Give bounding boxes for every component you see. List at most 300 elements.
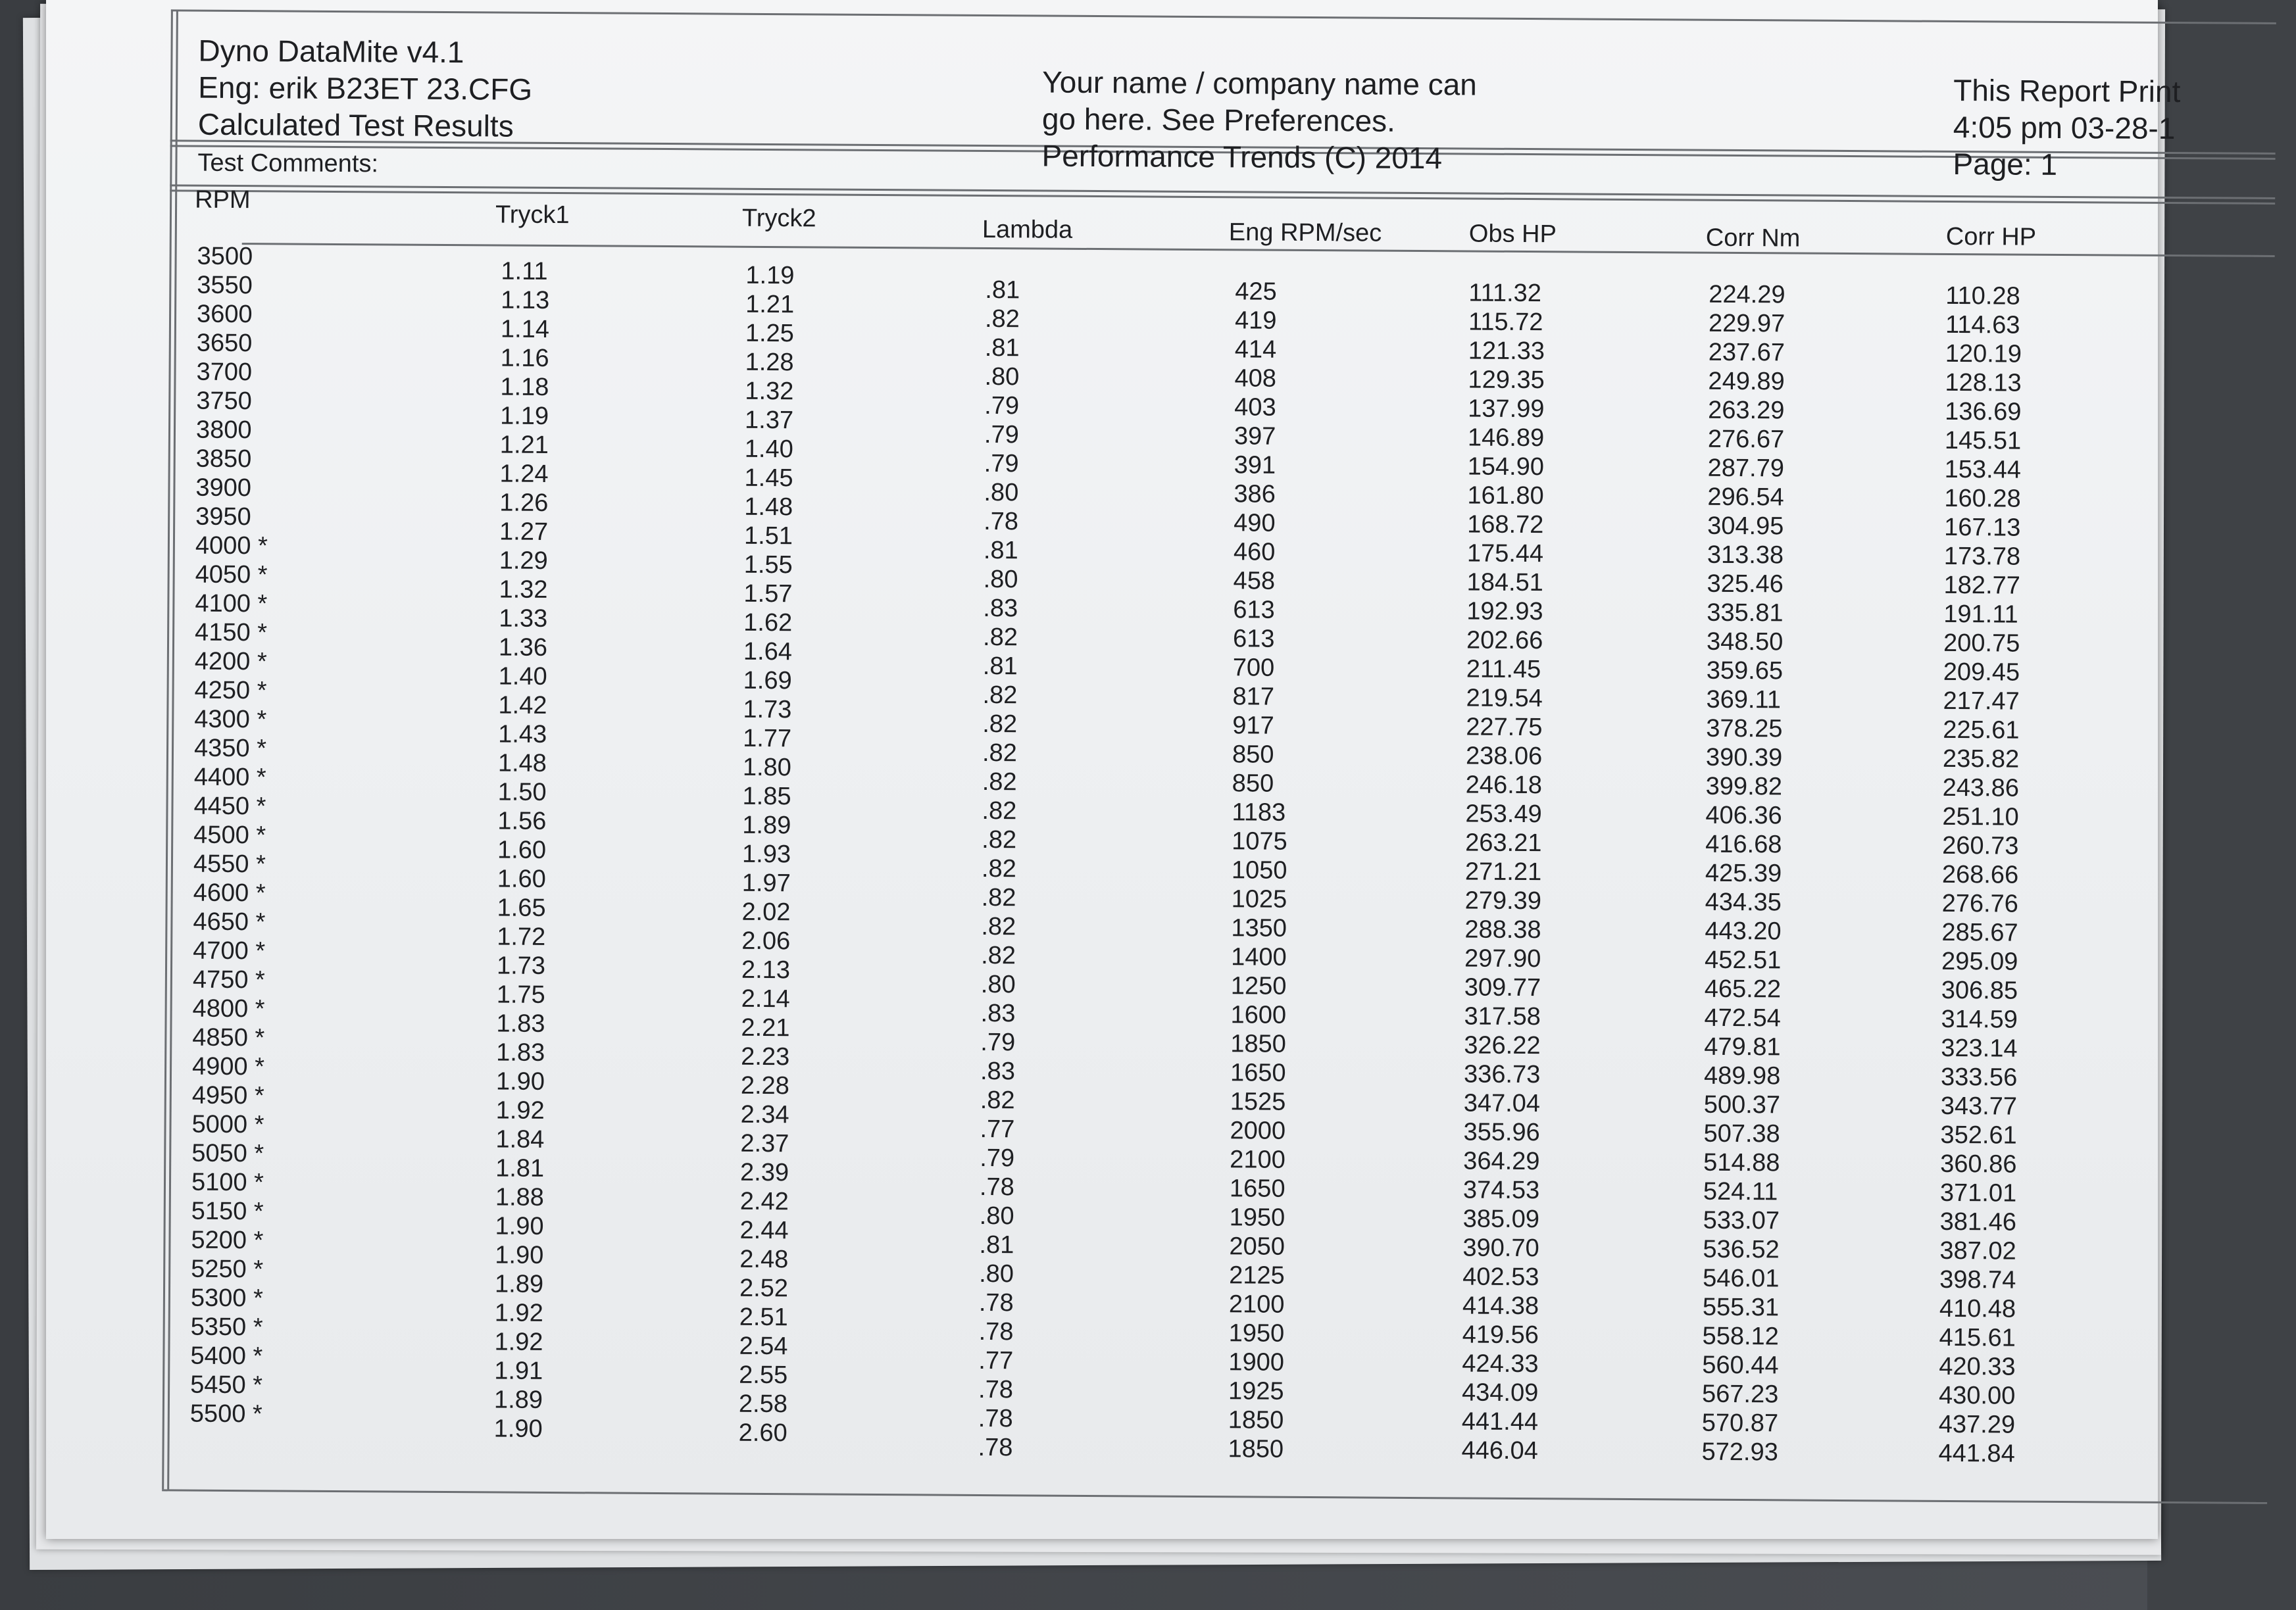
cell-corr-nm: 546.01 <box>1703 1264 1780 1293</box>
cell-corr-hp: 182.77 <box>1943 571 2020 600</box>
cell-corr-hp: 173.78 <box>1943 542 2021 571</box>
app-title: Dyno DataMite v4.1 <box>198 33 464 70</box>
cell-corr-hp: 276.76 <box>1941 889 2019 918</box>
cell-corr-nm: 434.35 <box>1705 888 1782 917</box>
cell-tryck2: 1.25 <box>745 319 795 348</box>
cell-tryck2: 2.37 <box>740 1129 789 1158</box>
cell-lambda: .79 <box>984 449 1019 478</box>
cell-lambda: .78 <box>978 1288 1014 1317</box>
cell-tryck2: 1.97 <box>741 869 791 898</box>
cell-lambda: .81 <box>983 536 1018 565</box>
cell-eng-rpm-per-sec: 414 <box>1234 335 1277 364</box>
cell-eng-rpm-per-sec: 613 <box>1233 596 1275 624</box>
cell-corr-nm: 465.22 <box>1704 975 1782 1004</box>
cell-tryck1: 1.21 <box>499 431 549 459</box>
cell-corr-hp: 128.13 <box>1945 368 2022 397</box>
cell-lambda: .81 <box>979 1231 1014 1259</box>
cell-corr-nm: 313.38 <box>1707 541 1784 570</box>
cell-obs-hp: 211.45 <box>1466 655 1541 684</box>
report-type: Calculated Test Results <box>197 107 514 143</box>
cell-obs-hp: 402.53 <box>1462 1263 1539 1292</box>
test-comments-label: Test Comments: <box>197 149 379 178</box>
cell-obs-hp: 115.72 <box>1468 308 1543 337</box>
cell-corr-hp: 371.01 <box>1939 1179 2017 1208</box>
cell-tryck1: 1.75 <box>496 981 545 1009</box>
cell-lambda: .80 <box>984 478 1019 507</box>
cell-tryck2: 2.23 <box>741 1042 790 1071</box>
cell-tryck2: 2.44 <box>739 1216 789 1245</box>
cell-obs-hp: 347.04 <box>1463 1089 1541 1118</box>
cell-eng-rpm-per-sec: 850 <box>1232 769 1274 798</box>
cell-obs-hp: 175.44 <box>1466 539 1544 568</box>
cell-lambda: .79 <box>980 1144 1015 1173</box>
cell-corr-nm: 560.44 <box>1702 1351 1779 1380</box>
cell-obs-hp: 374.53 <box>1462 1176 1540 1205</box>
cell-tryck2: 2.48 <box>739 1245 789 1274</box>
cell-tryck1: 1.88 <box>495 1183 544 1211</box>
cell-obs-hp: 227.75 <box>1466 713 1543 742</box>
cell-tryck2: 2.55 <box>739 1361 788 1390</box>
cell-corr-nm: 369.11 <box>1706 685 1782 714</box>
cell-tryck1: 1.33 <box>499 604 548 633</box>
cell-tryck2: 1.45 <box>744 464 793 493</box>
cell-eng-rpm-per-sec: 2000 <box>1230 1117 1286 1145</box>
cell-corr-hp: 167.13 <box>1944 513 2021 542</box>
cell-obs-hp: 219.54 <box>1466 684 1543 713</box>
cell-tryck1: 1.32 <box>499 575 548 604</box>
column-header-rpm: RPM <box>195 185 251 214</box>
cell-rpm: 5250 * <box>191 1255 264 1284</box>
cell-eng-rpm-per-sec: 917 <box>1232 712 1274 740</box>
cell-corr-hp: 360.86 <box>1940 1150 2017 1179</box>
cell-tryck2: 2.52 <box>739 1274 789 1303</box>
cell-tryck2: 1.85 <box>742 782 791 811</box>
dyno-report <box>116 0 2296 1526</box>
cell-obs-hp: 121.33 <box>1468 337 1545 366</box>
cell-lambda: .78 <box>979 1173 1014 1202</box>
cell-corr-hp: 114.63 <box>1945 310 2020 339</box>
cell-tryck2: 2.13 <box>741 956 791 985</box>
cell-rpm: 3600 <box>196 300 253 329</box>
cell-obs-hp: 297.90 <box>1464 944 1541 973</box>
cell-corr-nm: 378.25 <box>1706 714 1783 743</box>
cell-rpm: 3900 <box>195 474 252 502</box>
cell-tryck1: 1.92 <box>494 1328 543 1356</box>
cell-tryck2: 1.73 <box>743 695 792 724</box>
cell-obs-hp: 288.38 <box>1464 915 1541 944</box>
cell-tryck1: 1.90 <box>495 1067 545 1096</box>
cell-tryck1: 1.42 <box>498 691 547 720</box>
cell-tryck2: 1.40 <box>744 435 793 464</box>
print-label: This Report Print <box>1953 72 2181 109</box>
cell-corr-nm: 296.54 <box>1707 483 1784 512</box>
cell-rpm: 4300 * <box>194 705 267 734</box>
cell-lambda: .77 <box>980 1115 1015 1144</box>
cell-obs-hp: 390.70 <box>1462 1234 1539 1263</box>
cell-obs-hp: 355.96 <box>1463 1118 1540 1147</box>
cell-eng-rpm-per-sec: 1400 <box>1231 943 1287 971</box>
cell-tryck2: 2.54 <box>739 1332 788 1361</box>
column-header-corr-hp: Corr HP <box>1945 222 2037 251</box>
printed-report-sheet <box>46 0 2181 1539</box>
cell-eng-rpm-per-sec: 1025 <box>1231 885 1287 914</box>
cell-corr-nm: 229.97 <box>1708 309 1785 338</box>
cell-rpm: 4250 * <box>194 676 267 705</box>
cell-tryck1: 1.90 <box>493 1415 543 1443</box>
cell-lambda: .80 <box>979 1202 1014 1231</box>
cell-obs-hp: 317.58 <box>1464 1002 1541 1031</box>
cell-tryck2: 2.51 <box>739 1303 788 1332</box>
cell-lambda: .82 <box>982 739 1017 768</box>
cell-rpm: 4450 * <box>193 792 266 821</box>
cell-eng-rpm-per-sec: 1600 <box>1230 1001 1287 1029</box>
cell-eng-rpm-per-sec: 460 <box>1233 538 1276 566</box>
cell-corr-nm: 452.51 <box>1704 946 1782 975</box>
cell-tryck2: 1.77 <box>743 724 792 753</box>
cell-eng-rpm-per-sec: 1950 <box>1229 1204 1285 1232</box>
cell-rpm: 5500 * <box>189 1400 262 1428</box>
cell-rpm: 4050 * <box>195 560 268 589</box>
print-timestamp: 4:05 pm 03-28-1 <box>1953 109 2176 146</box>
cell-tryck2: 2.21 <box>741 1013 790 1042</box>
cell-tryck1: 1.40 <box>498 662 547 691</box>
cell-corr-hp: 217.47 <box>1943 687 2020 716</box>
cell-lambda: .78 <box>978 1433 1013 1462</box>
cell-corr-hp: 314.59 <box>1941 1005 2018 1034</box>
cell-rpm: 4400 * <box>193 763 266 792</box>
cell-tryck2: 1.69 <box>743 666 792 695</box>
cell-lambda: .79 <box>984 391 1020 420</box>
cell-tryck2: 2.58 <box>738 1390 788 1419</box>
cell-tryck2: 1.89 <box>742 811 791 840</box>
cell-eng-rpm-per-sec: 2050 <box>1229 1232 1285 1261</box>
cell-corr-nm: 572.93 <box>1701 1438 1778 1467</box>
cell-eng-rpm-per-sec: 1075 <box>1232 827 1287 856</box>
cell-rpm: 4850 * <box>192 1023 265 1052</box>
cell-tryck1: 1.14 <box>500 315 550 343</box>
cell-rpm: 3700 <box>196 358 253 387</box>
cell-eng-rpm-per-sec: 391 <box>1234 451 1276 479</box>
cell-lambda: .78 <box>978 1375 1014 1404</box>
cell-tryck1: 1.89 <box>493 1386 543 1414</box>
cell-rpm: 4500 * <box>193 821 266 850</box>
cell-corr-hp: 160.28 <box>1944 484 2021 513</box>
cell-tryck2: 2.28 <box>740 1071 790 1100</box>
cell-tryck1: 1.26 <box>499 489 549 517</box>
cell-tryck1: 1.24 <box>499 460 549 488</box>
cell-rpm: 4350 * <box>193 734 267 763</box>
cell-tryck2: 2.60 <box>738 1419 787 1448</box>
cell-lambda: .82 <box>981 883 1016 912</box>
cell-lambda: .80 <box>984 362 1020 391</box>
column-header-lambda: Lambda <box>982 215 1073 244</box>
cell-corr-nm: 335.81 <box>1707 598 1784 627</box>
cell-rpm: 3950 <box>195 502 251 531</box>
cell-obs-hp: 154.90 <box>1467 452 1545 481</box>
cell-rpm: 5450 * <box>190 1371 263 1400</box>
cell-obs-hp: 184.51 <box>1466 568 1543 597</box>
cell-tryck2: 2.34 <box>740 1100 789 1129</box>
cell-obs-hp: 434.09 <box>1461 1378 1539 1407</box>
cell-lambda: .82 <box>982 623 1018 652</box>
cell-lambda: .81 <box>984 333 1020 362</box>
cell-lambda: .78 <box>978 1404 1013 1433</box>
cell-obs-hp: 137.99 <box>1468 395 1545 424</box>
cell-corr-hp: 437.29 <box>1938 1410 2016 1439</box>
cell-eng-rpm-per-sec: 1925 <box>1228 1377 1284 1405</box>
cell-corr-hp: 225.61 <box>1943 716 2020 744</box>
cell-corr-hp: 145.51 <box>1944 426 2022 455</box>
cell-tryck2: 1.80 <box>742 753 791 782</box>
cell-tryck1: 1.36 <box>498 633 548 662</box>
cell-obs-hp: 246.18 <box>1465 771 1543 800</box>
cell-tryck2: 1.93 <box>741 840 791 869</box>
cell-eng-rpm-per-sec: 425 <box>1235 278 1277 306</box>
cell-obs-hp: 441.44 <box>1461 1407 1539 1436</box>
cell-eng-rpm-per-sec: 2100 <box>1228 1290 1285 1319</box>
column-header-tryck2: Tryck2 <box>741 204 816 233</box>
cell-rpm: 3500 <box>197 242 253 271</box>
report-title-block <box>198 32 533 145</box>
cell-obs-hp: 111.32 <box>1468 279 1542 308</box>
cell-corr-nm: 507.38 <box>1703 1119 1780 1148</box>
cell-corr-hp: 420.33 <box>1939 1352 2016 1381</box>
cell-corr-hp: 209.45 <box>1943 658 2020 687</box>
cell-lambda: .82 <box>980 1086 1015 1115</box>
column-header-obs-hp: Obs HP <box>1468 220 1557 249</box>
cell-tryck2: 1.32 <box>745 377 794 406</box>
cell-eng-rpm-per-sec: 397 <box>1234 422 1276 451</box>
cell-lambda: .82 <box>981 854 1016 883</box>
cell-corr-nm: 249.89 <box>1708 367 1785 396</box>
company-line: Your name / company name can <box>1042 64 1477 102</box>
cell-tryck2: 2.39 <box>739 1158 789 1187</box>
cell-tryck1: 1.83 <box>496 1010 545 1038</box>
cell-lambda: .82 <box>981 912 1016 941</box>
cell-rpm: 5150 * <box>191 1197 264 1226</box>
cell-eng-rpm-per-sec: 1950 <box>1228 1319 1285 1348</box>
cell-tryck1: 1.48 <box>497 749 547 777</box>
cell-lambda: .80 <box>980 970 1016 999</box>
cell-lambda: .77 <box>978 1346 1014 1375</box>
company-line: go here. See Preferences. <box>1041 101 1396 138</box>
cell-lambda: .81 <box>982 652 1018 681</box>
cell-tryck1: 1.73 <box>496 952 546 980</box>
cell-tryck1: 1.18 <box>500 373 549 401</box>
cell-corr-nm: 416.68 <box>1705 830 1782 859</box>
cell-corr-hp: 333.56 <box>1940 1063 2018 1092</box>
cell-obs-hp: 253.49 <box>1465 800 1542 829</box>
cell-lambda: .83 <box>980 1057 1016 1086</box>
cell-rpm: 4800 * <box>192 994 265 1023</box>
cell-lambda: .82 <box>982 796 1017 825</box>
cell-tryck2: 2.02 <box>741 898 791 927</box>
cell-obs-hp: 146.89 <box>1467 424 1545 452</box>
cell-obs-hp: 424.33 <box>1462 1350 1539 1378</box>
cell-lambda: .80 <box>979 1259 1014 1288</box>
cell-lambda: .82 <box>982 710 1018 739</box>
cell-rpm: 5350 * <box>190 1313 263 1342</box>
cell-rpm: 4000 * <box>195 531 268 560</box>
cell-lambda: .78 <box>984 507 1019 536</box>
cell-obs-hp: 202.66 <box>1466 626 1543 655</box>
cell-tryck1: 1.50 <box>497 778 547 806</box>
cell-eng-rpm-per-sec: 2100 <box>1230 1146 1285 1174</box>
column-header-eng-rpm-per-sec: Eng RPM/sec <box>1228 218 1382 247</box>
cell-rpm: 4950 * <box>191 1081 264 1110</box>
cell-tryck2: 2.42 <box>739 1187 789 1216</box>
cell-tryck1: 1.90 <box>495 1212 544 1240</box>
cell-corr-nm: 325.46 <box>1707 570 1784 598</box>
cell-lambda: .81 <box>985 276 1020 305</box>
cell-corr-hp: 235.82 <box>1942 744 2020 773</box>
frame-bottom-line <box>162 1489 2267 1504</box>
cell-eng-rpm-per-sec: 1525 <box>1230 1088 1286 1116</box>
cell-corr-nm: 359.65 <box>1706 656 1784 685</box>
cell-rpm: 3750 <box>196 387 252 416</box>
cell-lambda: .82 <box>982 681 1018 710</box>
cell-corr-nm: 390.39 <box>1705 743 1783 772</box>
cell-corr-nm: 524.11 <box>1703 1177 1778 1206</box>
cell-tryck2: 1.48 <box>744 493 793 522</box>
column-header-tryck1: Tryck1 <box>495 201 570 230</box>
page-number: Page: 1 <box>1953 146 2058 182</box>
cell-corr-hp: 285.67 <box>1941 918 2018 947</box>
cell-rpm: 5100 * <box>191 1168 264 1197</box>
cell-obs-hp: 129.35 <box>1468 366 1545 395</box>
cell-eng-rpm-per-sec: 1900 <box>1228 1348 1285 1377</box>
cell-eng-rpm-per-sec: 1250 <box>1230 972 1287 1000</box>
cell-corr-hp: 410.48 <box>1939 1294 2016 1323</box>
cell-tryck1: 1.84 <box>495 1125 545 1154</box>
cell-corr-hp: 441.84 <box>1938 1439 2015 1468</box>
cell-corr-hp: 295.09 <box>1941 947 2018 976</box>
cell-tryck1: 1.81 <box>495 1154 545 1183</box>
cell-corr-nm: 224.29 <box>1709 280 1785 309</box>
cell-rpm: 5300 * <box>190 1284 263 1313</box>
cell-rpm: 3650 <box>196 329 253 358</box>
cell-tryck1: 1.72 <box>497 923 546 951</box>
cell-corr-hp: 136.69 <box>1945 397 2022 426</box>
cell-rpm: 3850 <box>195 445 252 474</box>
cell-eng-rpm-per-sec: 490 <box>1234 509 1276 537</box>
cell-corr-nm: 406.36 <box>1705 801 1782 830</box>
cell-corr-hp: 260.73 <box>1942 831 2019 860</box>
cell-lambda: .78 <box>978 1317 1014 1346</box>
cell-corr-hp: 323.14 <box>1941 1034 2018 1063</box>
cell-corr-hp: 243.86 <box>1942 773 2020 802</box>
cell-eng-rpm-per-sec: 1050 <box>1231 856 1287 885</box>
engine-config: Eng: erik B23ET 23.CFG <box>198 70 533 107</box>
cell-tryck2: 1.19 <box>745 261 795 290</box>
cell-obs-hp: 385.09 <box>1462 1205 1540 1234</box>
cell-rpm: 5050 * <box>191 1139 264 1168</box>
column-header-corr-nm: Corr Nm <box>1705 224 1801 253</box>
cell-eng-rpm-per-sec: 1350 <box>1231 914 1287 942</box>
cell-tryck1: 1.83 <box>496 1038 545 1067</box>
cell-tryck1: 1.92 <box>495 1096 545 1125</box>
cell-rpm: 5200 * <box>191 1226 264 1255</box>
cell-eng-rpm-per-sec: 408 <box>1234 364 1277 393</box>
cell-eng-rpm-per-sec: 403 <box>1234 393 1276 422</box>
cell-lambda: .82 <box>981 941 1016 970</box>
cell-tryck1: 1.19 <box>500 402 549 430</box>
cell-obs-hp: 271.21 <box>1464 858 1542 887</box>
cell-corr-hp: 430.00 <box>1938 1381 2016 1410</box>
cell-corr-hp: 200.75 <box>1943 629 2020 658</box>
cell-eng-rpm-per-sec: 1650 <box>1230 1059 1286 1087</box>
cell-corr-nm: 425.39 <box>1705 859 1782 888</box>
cell-rpm: 4700 * <box>193 937 266 965</box>
cell-corr-hp: 387.02 <box>1939 1236 2016 1265</box>
cell-tryck2: 1.21 <box>745 290 795 319</box>
cell-corr-nm: 287.79 <box>1707 454 1785 483</box>
cell-corr-hp: 110.28 <box>1945 281 2020 310</box>
cell-obs-hp: 238.06 <box>1465 742 1543 771</box>
cell-obs-hp: 168.72 <box>1467 510 1544 539</box>
cell-eng-rpm-per-sec: 1850 <box>1230 1030 1287 1058</box>
cell-obs-hp: 414.38 <box>1462 1292 1539 1321</box>
cell-tryck2: 1.51 <box>743 522 793 550</box>
cell-eng-rpm-per-sec: 700 <box>1232 654 1275 682</box>
cell-lambda: .79 <box>980 1028 1016 1057</box>
cell-obs-hp: 419.56 <box>1462 1321 1539 1350</box>
cell-corr-nm: 533.07 <box>1703 1206 1780 1235</box>
cell-tryck1: 1.60 <box>497 865 546 893</box>
cell-corr-hp: 306.85 <box>1941 976 2018 1005</box>
cell-tryck1: 1.60 <box>497 836 547 864</box>
cell-rpm: 5000 * <box>191 1110 264 1139</box>
cell-tryck2: 1.62 <box>743 608 793 637</box>
cell-tryck2: 1.37 <box>744 406 794 435</box>
cell-eng-rpm-per-sec: 419 <box>1234 306 1277 335</box>
cell-corr-hp: 191.11 <box>1943 600 2018 629</box>
cell-corr-nm: 399.82 <box>1705 772 1783 801</box>
cell-corr-nm: 263.29 <box>1708 396 1785 425</box>
cell-tryck1: 1.90 <box>495 1241 544 1269</box>
cell-corr-nm: 570.87 <box>1701 1409 1779 1438</box>
cell-obs-hp: 336.73 <box>1463 1060 1541 1089</box>
cell-rpm: 4100 * <box>195 589 268 618</box>
cell-tryck1: 1.16 <box>500 344 549 372</box>
cell-tryck1: 1.11 <box>501 257 548 285</box>
cell-rpm: 4550 * <box>193 850 266 879</box>
cell-eng-rpm-per-sec: 386 <box>1234 480 1276 508</box>
cell-corr-hp: 120.19 <box>1945 339 2022 368</box>
cell-eng-rpm-per-sec: 613 <box>1232 625 1275 653</box>
cell-corr-hp: 415.61 <box>1939 1323 2016 1352</box>
cell-rpm: 4150 * <box>194 618 268 647</box>
cell-tryck1: 1.27 <box>499 518 549 546</box>
cell-tryck2: 1.55 <box>743 550 793 579</box>
cell-eng-rpm-per-sec: 1850 <box>1228 1406 1284 1434</box>
cell-obs-hp: 263.21 <box>1465 829 1542 858</box>
cell-rpm: 3550 <box>197 271 253 300</box>
cell-obs-hp: 364.29 <box>1463 1147 1540 1176</box>
cell-eng-rpm-per-sec: 850 <box>1232 741 1274 769</box>
cell-eng-rpm-per-sec: 1650 <box>1229 1175 1285 1203</box>
frame-top-line <box>171 9 2276 24</box>
cell-corr-hp: 398.74 <box>1939 1265 2016 1294</box>
cell-lambda: .83 <box>980 999 1016 1028</box>
cell-tryck1: 1.92 <box>494 1299 543 1327</box>
cell-lambda: .80 <box>983 565 1018 594</box>
cell-eng-rpm-per-sec: 1850 <box>1228 1435 1284 1463</box>
cell-corr-hp: 352.61 <box>1940 1121 2017 1150</box>
cell-corr-nm: 500.37 <box>1703 1090 1781 1119</box>
cell-lambda: .83 <box>983 594 1018 623</box>
cell-lambda: .82 <box>982 825 1017 854</box>
